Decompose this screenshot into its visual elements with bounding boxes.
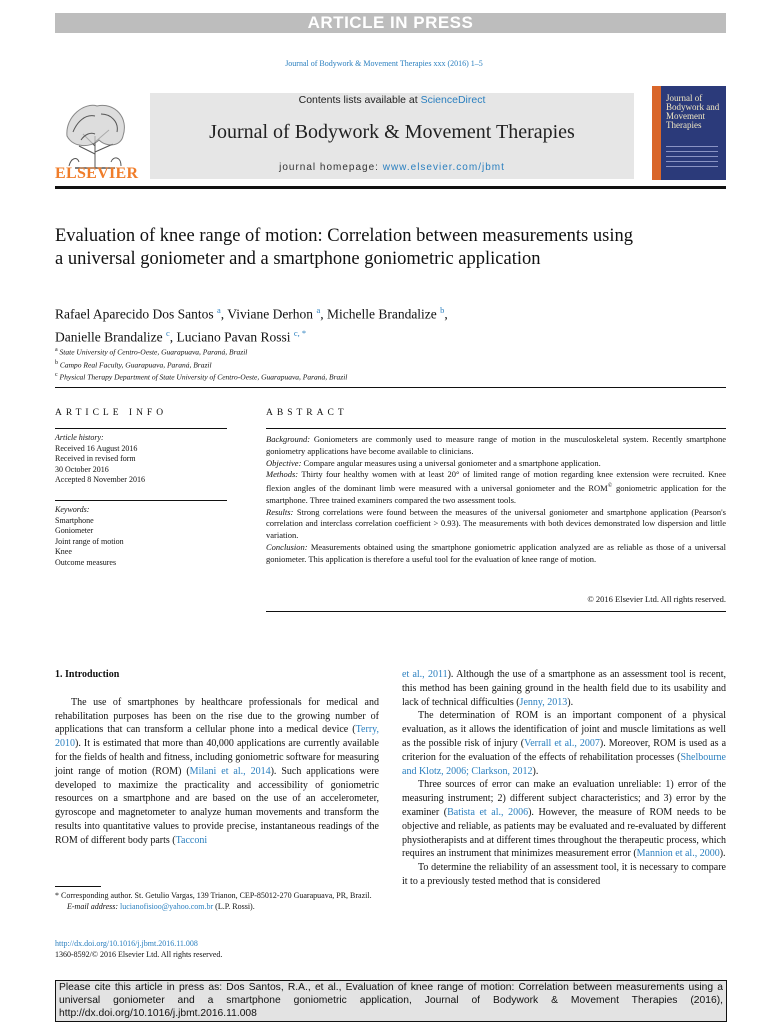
abstract-copyright: © 2016 Elsevier Ltd. All rights reserved.	[587, 594, 726, 604]
homepage-prefix: journal homepage:	[279, 162, 383, 173]
author-affiliation-link[interactable]: a	[216, 305, 221, 315]
journal-name: Journal of Bodywork & Movement Therapies	[209, 121, 575, 143]
cover-decoration	[666, 146, 718, 171]
contents-available-line	[150, 94, 634, 106]
history-line: Received in revised form	[55, 454, 136, 463]
affiliation	[55, 370, 675, 383]
abstract-text: Thirty four healthy women with at least 20° of limited range of motion regarding knee extension were recruited. Knee flexion angles of the dominant limb were measured with a universal goniometer and the ROM	[266, 469, 726, 494]
keywords-label: Keywords:	[55, 505, 90, 514]
affiliation-text: Campo Real Faculty, Guarapuava, Paraná, Brazil	[59, 360, 212, 369]
corresponding-author-footnote	[55, 890, 395, 912]
author-affiliation-link[interactable]: a	[316, 305, 321, 315]
journal-header	[55, 85, 726, 187]
abstract-label: Background:	[266, 434, 311, 444]
author-name: Danielle Brandalize	[55, 329, 163, 344]
history-line: Accepted 8 November 2016	[55, 475, 145, 484]
affiliation-marker: a	[55, 347, 58, 353]
abstract-text: Compare angular measures using a universal goniometer and a smartphone application.	[301, 457, 601, 468]
elsevier-wordmark: ELSEVIER	[55, 165, 139, 182]
abstract-text: goniometric application for the smartphone. Three trained examiners compared the two assessment tools.	[266, 483, 726, 505]
copyright-sup: ©	[607, 483, 613, 490]
author-affiliation-link[interactable]: c, *	[293, 327, 307, 338]
abstract-heading: ABSTRACT	[266, 408, 348, 418]
abstract-label: Objective:	[266, 457, 302, 468]
abstract-conclusion	[266, 542, 726, 566]
cite-this-article-box: Please cite this article in press as: Dos Santos, R.A., et al., Evaluation of knee range of motion: Correlation between measurements using a universal goniometer and a smartphone goniometric application, Journal of Bodywork & Movement Therapies (2016), http://dx.doi.org/10.1016/j.jbmt.2016.11.008	[55, 980, 727, 1022]
affiliation-marker: b	[55, 359, 58, 366]
email-line	[55, 901, 395, 912]
abstract-text: Strong correlations were found between the measures of the universal goniometer and smartphone application (Pearson's correlation and interclass correlation coefficient > 0.93). The measurements with both devices demonstrated low dispersion and little variation.	[266, 506, 726, 541]
reference-link[interactable]: Mannion et al., 2000	[636, 848, 720, 860]
body-text: The determination of ROM is an important component of a physical evaluation, as it allows the identification of joint and muscle limitations as well as the possible risk of injury (	[402, 710, 726, 749]
contents-prefix: Contents lists available at	[298, 94, 421, 106]
article-info-heading: ARTICLE INFO	[55, 408, 168, 418]
journal-title-box	[150, 93, 634, 179]
section-heading-introduction: 1. Introduction	[55, 669, 120, 680]
affiliation-text: Physical Therapy Department of State University of Centro-Oeste, Guarapuava, Paraná, Brazil	[59, 372, 348, 382]
reference-link[interactable]: Terry, 2010	[55, 724, 379, 750]
author-list: Rafael Aparecido Dos Santos $^a$, Viviane Derhon $^a$, Michelle Brandalize $^b$, Danielle Brandalize $^c$, Luciano Pavan Rossi $^{c, *}$	[55, 305, 448, 344]
abstract-background	[266, 434, 726, 458]
abstract-rule	[266, 428, 726, 429]
corresponding-author: * Corresponding author. St. Getulio Vargas, 139 Trianon, CEP-85012-270 Guarapuava, PR, Brazil.	[55, 891, 372, 900]
body-paragraph	[402, 709, 726, 778]
body-text: ). Although the use of a smartphone as an assessment tool is recent, this method has been gaining ground in the health field due to its usability and lack of technical difficulties (	[402, 669, 727, 708]
cover-title: Journal of Bodywork and Movement Therapies	[666, 93, 720, 130]
section-rule	[55, 387, 726, 388]
doi-link[interactable]: http://dx.doi.org/10.1016/j.jbmt.2016.11.008	[55, 939, 198, 948]
keyword: Knee	[55, 547, 72, 556]
abstract-text: Goniometers are commonly used to measure range of motion in the musculoskeletal system. Recently smartphone goniometry applications have become available to clinicians.	[266, 434, 726, 456]
article-title: Evaluation of knee range of motion: Correlation between measurements using a universal goniometer and a smartphone goniometric application	[55, 226, 633, 269]
body-text: ). It is estimated that more than 40,000 applications are currently available for the fields of health and fitness, including goniometric software for measuring joint range of motion (ROM) (	[55, 738, 379, 777]
author-name: Viviane Derhon	[227, 306, 314, 322]
body-text: ). Such applications were developed to maximize the practicality and accessibility of goniometric resources on a smartphone and are based on the use of an accelerometer, gyroscope and magnetometer to analyze human movements and transform the results into quantitative values to provide precise, instantaneous readings of the ROM of different body parts (	[55, 765, 379, 846]
abstract-label: Results:	[266, 506, 294, 517]
body-text: ).	[532, 765, 539, 777]
abstract-text: Measurements obtained using the smartphone goniometric application analyzed are as reliable as those of a universal goniometer. This application is therefore a useful tool for the evaluation of knee range of motion.	[266, 542, 726, 564]
body-text: ).	[567, 696, 574, 708]
history-label: Article history:	[55, 433, 104, 442]
affiliation-list	[55, 345, 675, 383]
keyword: Outcome measures	[55, 557, 117, 567]
email-link[interactable]: lucianofisioo@yahoo.com.br	[120, 902, 214, 911]
body-paragraph: To determine the reliability of an assessment tool, it is necessary to compare it to a previously tested method that is considered	[402, 862, 726, 887]
affiliation-marker: c	[55, 372, 58, 378]
journal-cover-thumbnail[interactable]	[652, 86, 726, 180]
abstract-label: Methods:	[266, 469, 299, 480]
info-rule	[55, 500, 227, 501]
keyword: Joint range of motion	[55, 536, 124, 546]
abstract-label: Conclusion:	[266, 542, 308, 552]
author-name: Luciano Pavan Rossi	[176, 329, 291, 344]
info-rule	[55, 428, 227, 429]
header-rule	[55, 186, 726, 189]
abstract-methods	[266, 469, 726, 506]
journal-citation-link[interactable]: Journal of Bodywork & Movement Therapies xxx (2016) 1–5	[285, 59, 483, 68]
history-line: Received 16 August 2016	[55, 443, 138, 453]
body-column-right	[402, 668, 726, 889]
body-paragraph	[402, 668, 726, 709]
email-label: E-mail address:	[67, 902, 121, 911]
body-text: Three sources of error can make an evaluation unreliable: 1) error of the measuring instrument; 2) different subject characteristics; and 3) error by the examiner (	[402, 779, 726, 818]
email-suffix: (L.P. Rossi).	[213, 902, 255, 911]
affiliation-text: State University of Centro-Oeste, Guarapuava, Paraná, Brazil	[59, 347, 248, 357]
article-in-press-banner: ARTICLE IN PRESS	[55, 13, 726, 33]
homepage-link[interactable]: www.elsevier.com/jbmt	[382, 162, 505, 173]
author-name: Michelle Brandalize	[326, 306, 437, 322]
history-line: 30 October 2016	[55, 464, 109, 474]
body-paragraph	[55, 696, 379, 848]
keyword: Goniometer	[55, 526, 94, 535]
reference-link[interactable]: Shelbourne and Klotz, 2006; Clarkson, 2012	[402, 751, 726, 777]
body-text: ).	[719, 848, 726, 860]
affiliation	[55, 358, 675, 371]
footnote-rule	[55, 886, 101, 887]
reference-link[interactable]: Verrall et al., 2007	[524, 737, 600, 749]
abstract-body	[266, 434, 726, 566]
issn-line: 1360-8592/© 2016 Elsevier Ltd. All rights reserved.	[55, 950, 223, 959]
body-text: ). Moreover, ROM is used as a criterion for the evaluation of the effects of rehabilitation processes (	[402, 737, 727, 763]
keyword: Smartphone	[55, 515, 94, 525]
body-text: ). However, the measure of ROM needs to be objective and reliable, as patients may be evaluated and re-evaluated by different physiotherapists and at different times throughout the therapeutic process, which requires an instrument that minimizes measurement error (	[402, 806, 726, 860]
author-name: Rafael Aparecido Dos Santos	[55, 306, 214, 322]
reference-link[interactable]: Jenny, 2013	[519, 696, 568, 708]
author-affiliation-link[interactable]: c	[165, 327, 170, 338]
reference-link[interactable]: et al., 2011	[402, 669, 448, 680]
journal-homepage-line	[150, 162, 634, 173]
body-column-left	[55, 668, 379, 848]
reference-link[interactable]: Tacconi	[175, 834, 208, 846]
doi-block	[55, 938, 395, 960]
reference-link[interactable]: Milani et al., 2014	[189, 765, 271, 777]
affiliation	[55, 345, 675, 358]
author-affiliation-link[interactable]: b	[440, 305, 445, 315]
body-paragraph	[402, 778, 726, 861]
article-history	[55, 433, 227, 486]
body-text: The use of smartphones by healthcare professionals for medical and rehabilitation purposes has been on the rise due to the growing number of applications that can transform a cellular phone into a medical device (	[55, 696, 379, 736]
keywords	[55, 505, 227, 568]
reference-link[interactable]: Batista et al., 2006	[447, 806, 529, 818]
abstract-results	[266, 507, 726, 542]
cover-stripe	[652, 86, 661, 180]
abstract-rule	[266, 611, 726, 612]
sciencedirect-link[interactable]: ScienceDirect	[420, 94, 486, 106]
abstract-objective	[266, 458, 726, 470]
